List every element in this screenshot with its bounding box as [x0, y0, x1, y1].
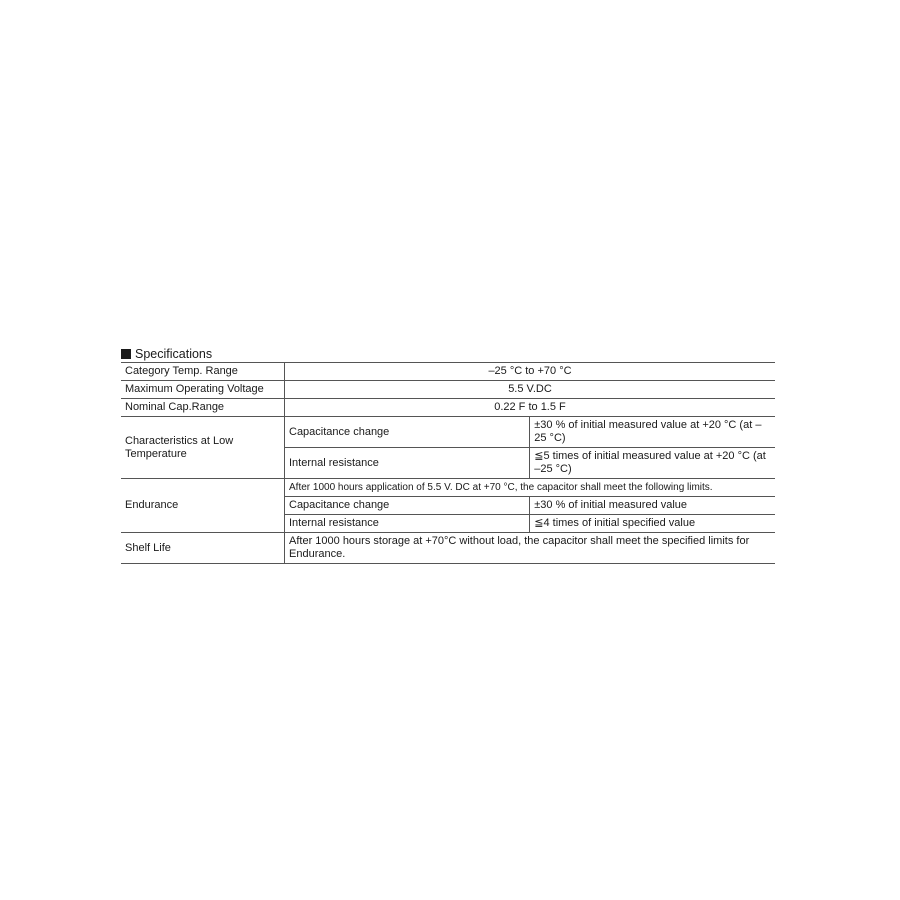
sub-value: ±30 % of initial measured value at +20 °C (at –25 °C) — [530, 417, 775, 448]
square-bullet-icon — [121, 349, 131, 359]
sub-label: Internal resistance — [285, 515, 530, 533]
table-row — [121, 363, 775, 381]
sub-label: Capacitance change — [285, 417, 530, 448]
row-value: 0.22 F to 1.5 F — [285, 399, 776, 417]
row-label: Characteristics at Low Temperature — [121, 417, 285, 479]
section-title: Specifications — [135, 347, 213, 361]
specifications-section — [121, 346, 775, 564]
row-value: After 1000 hours storage at +70°C without load, the capacitor shall meet the specified limits for Endurance. — [285, 533, 776, 564]
row-label: Maximum Operating Voltage — [121, 381, 285, 399]
row-label: Category Temp. Range — [121, 363, 285, 381]
row-label: Endurance — [121, 479, 285, 533]
specifications-table — [121, 362, 775, 564]
row-label: Shelf Life — [121, 533, 285, 564]
table-row — [121, 381, 775, 399]
table-row — [121, 533, 775, 564]
table-row — [121, 399, 775, 417]
sub-value: ≦4 times of initial specified value — [530, 515, 775, 533]
section-heading — [121, 346, 775, 362]
table-row — [121, 417, 775, 448]
row-value: –25 °C to +70 °C — [285, 363, 776, 381]
row-label: Nominal Cap.Range — [121, 399, 285, 417]
table-row — [121, 479, 775, 497]
sub-label: Internal resistance — [285, 448, 530, 479]
sub-value: ≦5 times of initial measured value at +20 °C (at –25 °C) — [530, 448, 775, 479]
row-value: After 1000 hours application of 5.5 V. DC at +70 °C, the capacitor shall meet the following limits. — [285, 479, 776, 497]
sub-value: ±30 % of initial measured value — [530, 497, 775, 515]
row-value: 5.5 V.DC — [285, 381, 776, 399]
sub-label: Capacitance change — [285, 497, 530, 515]
